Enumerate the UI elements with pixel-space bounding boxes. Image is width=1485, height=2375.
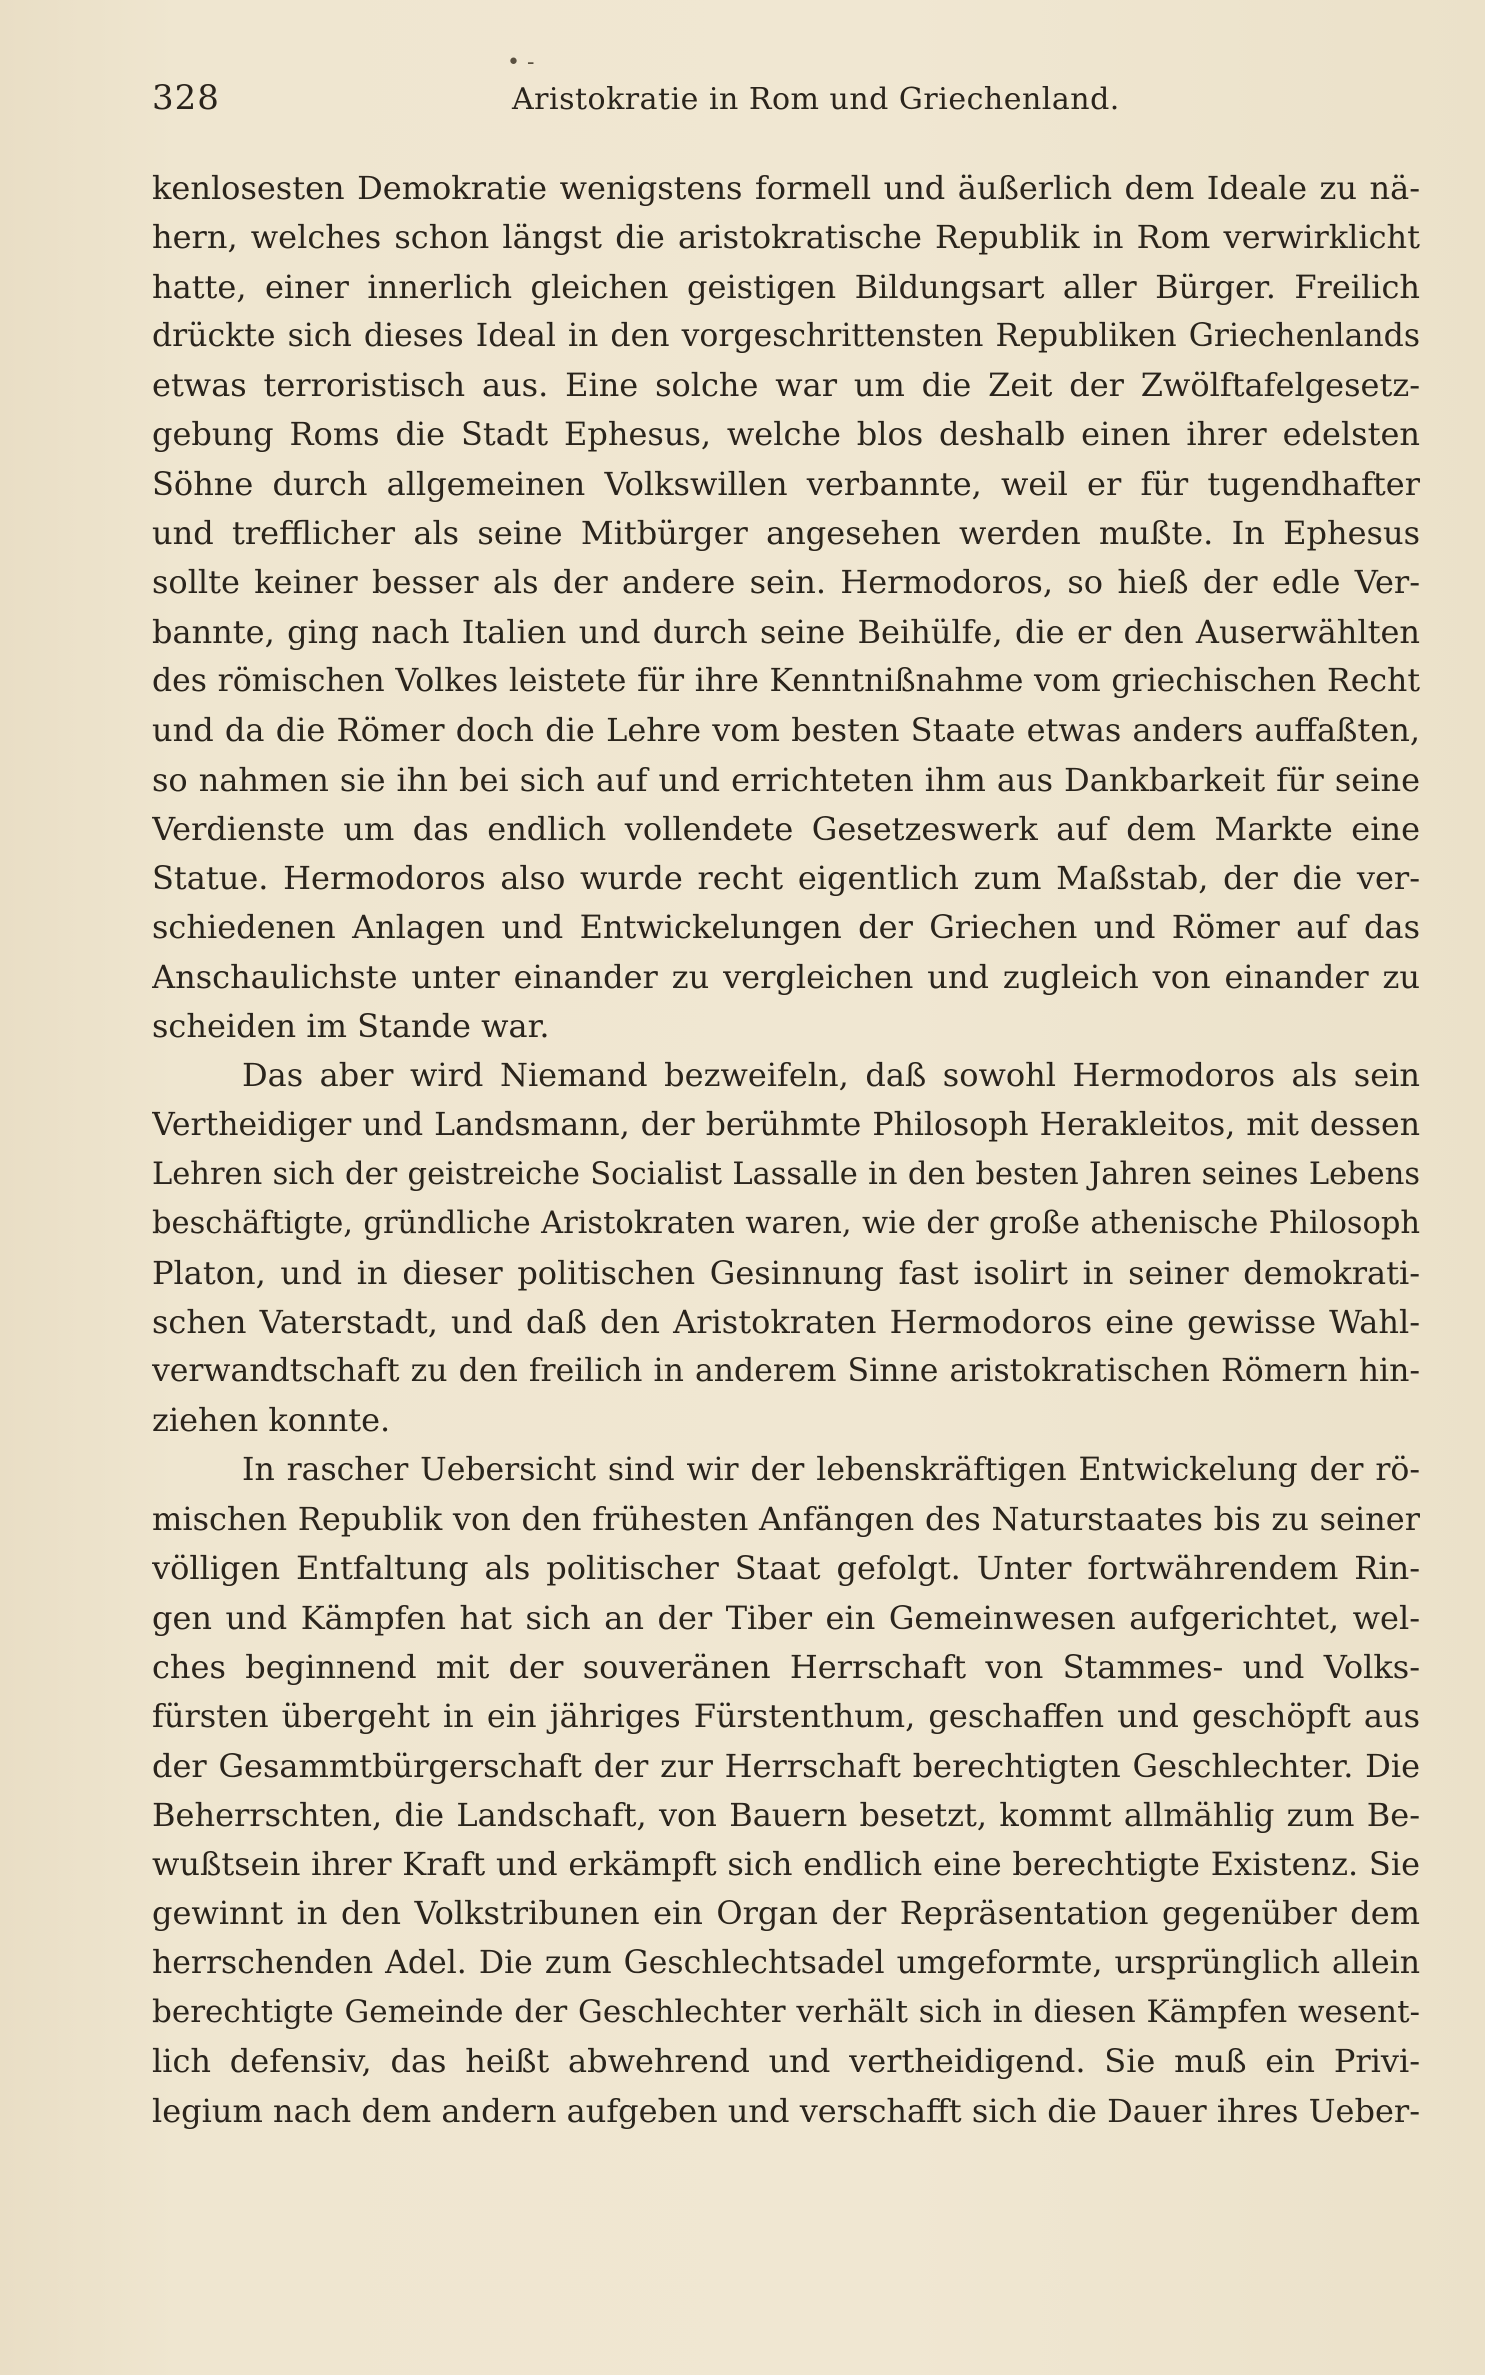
- text-line: ches beginnend mit der souveränen Herrschaft von Stammes- und Volks-: [152, 1647, 1420, 1686]
- text-line: und da die Römer doch die Lehre vom besten Staate etwas anders auffaßten,: [152, 711, 1420, 750]
- text-line: Statue. Hermodoros also wurde recht eigentlich zum Maßstab, der die ver-: [152, 859, 1420, 898]
- text-line: Anschaulichste unter einander zu vergleichen und zugleich von einander zu: [152, 957, 1420, 996]
- text-line: Lehren sich der geistreiche Socialist Lassalle in den besten Jahren seines Lebens: [152, 1156, 1420, 1192]
- text-line: schen Vaterstadt, und daß den Aristokraten Hermodoros eine gewisse Wahl-: [152, 1302, 1420, 1341]
- text-line: drückte sich dieses Ideal in den vorgeschrittensten Republiken Griechenlands: [152, 317, 1420, 354]
- text-line: lich defensiv, das heißt abwehrend und vertheidigend. Sie muß ein Privi-: [152, 2042, 1420, 2081]
- print-mark: • -: [507, 50, 535, 75]
- text-line: hatte, einer innerlich gleichen geistigen Bildungsart aller Bürger. Freilich: [152, 267, 1420, 306]
- text-line: und trefflicher als seine Mitbürger angesehen werden mußte. In Ephesus: [152, 514, 1420, 553]
- text-line: völligen Entfaltung als politischer Staat gefolgt. Unter fortwährendem Rin-: [152, 1549, 1420, 1588]
- text-line: mischen Republik von den frühesten Anfängen des Naturstaates bis zu seiner: [152, 1500, 1420, 1539]
- text-line: schiedenen Anlagen und Entwickelungen der Griechen und Römer auf das: [152, 908, 1420, 947]
- text-line: etwas terroristisch aus. Eine solche war um die Zeit der Zwölftafelgesetz-: [152, 366, 1420, 405]
- text-line: sollte keiner besser als der andere sein. Hermodoros, so hieß der edle Ver-: [152, 563, 1420, 602]
- text-line: fürsten übergeht in ein jähriges Fürstenthum, geschaffen und geschöpft aus: [152, 1697, 1420, 1736]
- body-text: [152, 164, 1420, 2136]
- text-line: kenlosesten Demokratie wenigstens formell und äußerlich dem Ideale zu nä-: [152, 169, 1420, 207]
- text-line: In rascher Uebersicht sind wir der lebenskräftigen Entwickelung der rö-: [242, 1451, 1420, 1488]
- page-header: [152, 50, 1422, 128]
- text-line: verwandtschaft zu den freilich in anderem Sinne aristokratischen Römern hin-: [152, 1353, 1420, 1390]
- text-line: ziehen konnte.: [152, 1401, 391, 1440]
- text-line: gebung Roms die Stadt Ephesus, welche blos deshalb einen ihrer edelsten: [152, 415, 1420, 454]
- text-line: Vertheidiger und Landsmann, der berühmte Philosoph Herakleitos, mit dessen: [152, 1106, 1420, 1143]
- text-line: Söhne durch allgemeinen Volkswillen verbannte, weil er für tugendhafter: [152, 464, 1420, 503]
- text-line: Beherrschten, die Landschaft, von Bauern besetzt, kommt allmählig zum Be-: [152, 1795, 1420, 1834]
- text-line: Das aber wird Niemand bezweifeln, daß sowohl Hermodoros als sein: [242, 1056, 1420, 1095]
- text-line: berechtigte Gemeinde der Geschlechter verhält sich in diesen Kämpfen wesent-: [152, 1993, 1420, 2030]
- text-line: des römischen Volkes leistete für ihre Kenntnißnahme vom griechischen Recht: [152, 662, 1420, 699]
- text-line: gen und Kämpfen hat sich an der Tiber ein Gemeinwesen aufgerichtet, wel-: [152, 1598, 1420, 1637]
- text-line: wußtsein ihrer Kraft und erkämpft sich endlich eine berechtigte Existenz. Sie: [152, 1845, 1420, 1884]
- text-line: legium nach dem andern aufgeben und verschafft sich die Dauer ihres Ueber-: [152, 2091, 1420, 2130]
- text-line: Verdienste um das endlich vollendete Gesetzeswerk auf dem Markte eine: [152, 809, 1420, 848]
- text-line: bannte, ging nach Italien und durch seine Beihülfe, die er den Auserwählten: [152, 612, 1420, 651]
- text-line: beschäftigte, gründliche Aristokraten waren, wie der große athenische Philosoph: [152, 1206, 1420, 1242]
- text-line: hern, welches schon längst die aristokratische Republik in Rom verwirklicht: [152, 218, 1420, 257]
- text-line: scheiden im Stande war.: [152, 1007, 550, 1046]
- text-line: gewinnt in den Volkstribunen ein Organ der Repräsentation gegenüber dem: [152, 1894, 1420, 1933]
- running-head: Aristokratie in Rom und Griechenland.: [512, 82, 1120, 117]
- text-line: so nahmen sie ihn bei sich auf und errichteten ihm aus Dankbarkeit für seine: [152, 760, 1420, 799]
- text-line: herrschenden Adel. Die zum Geschlechtsadel umgeformte, ursprünglich allein: [152, 1944, 1420, 1981]
- text-line: der Gesammtbürgerschaft der zur Herrschaft berechtigten Geschlechter. Die: [152, 1746, 1420, 1785]
- page-number: 328: [152, 78, 220, 118]
- text-line: Platon, und in dieser politischen Gesinnung fast isolirt in seiner demokrati-: [152, 1253, 1420, 1292]
